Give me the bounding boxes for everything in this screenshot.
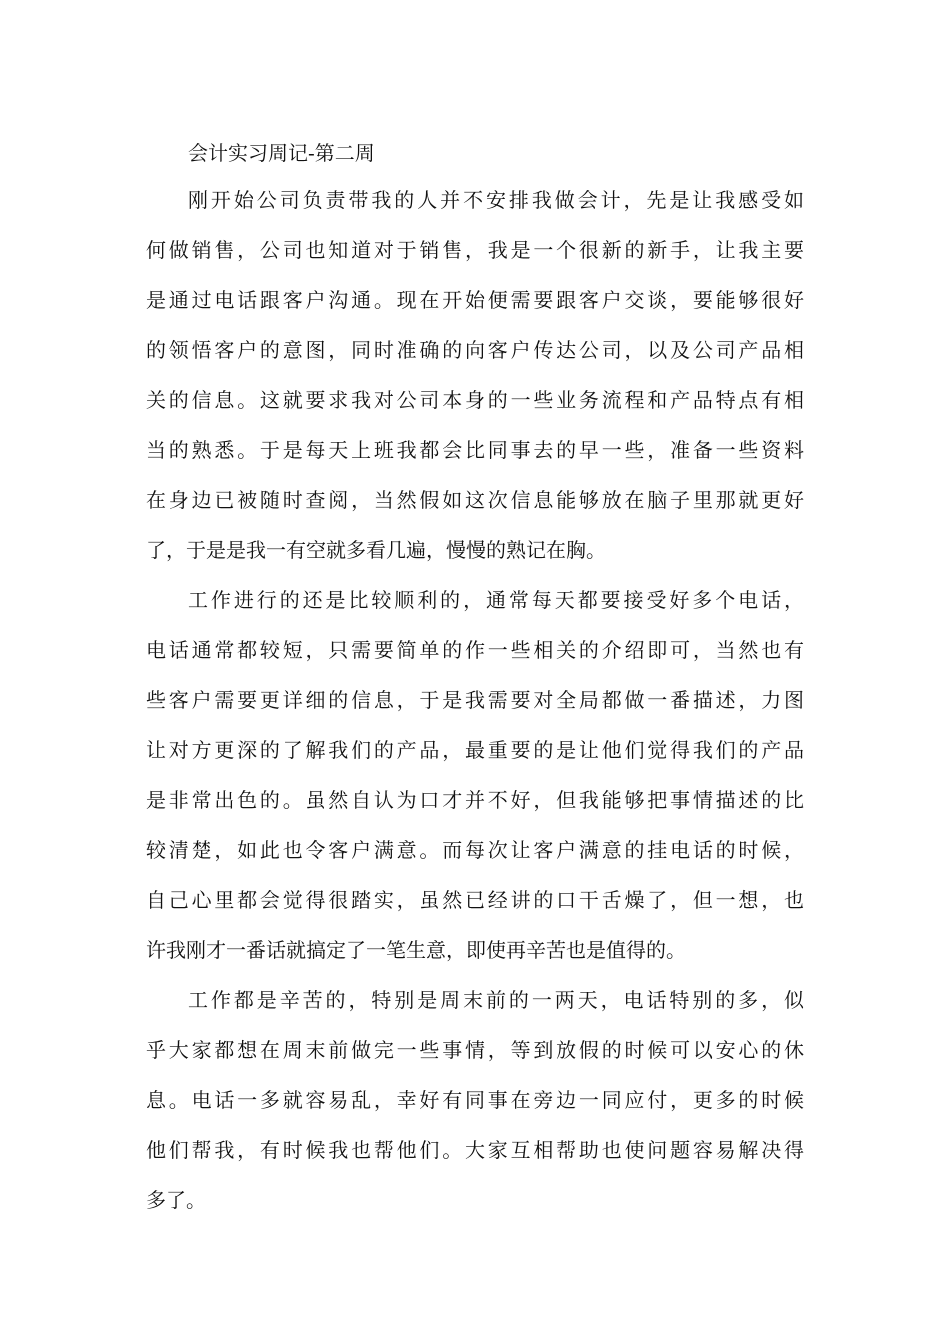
paragraph-line: 电话通常都较短，只需要简单的作一些相关的介绍即可，当然也有 bbox=[146, 638, 804, 662]
paragraph-line: 当的熟悉。于是每天上班我都会比同事去的早一些，准备一些资料 bbox=[146, 438, 804, 462]
paragraph-1 bbox=[146, 175, 804, 575]
paragraph-line: 他们帮我，有时候我也帮他们。大家互相帮助也使问题容易解决得 bbox=[146, 1138, 804, 1162]
paragraph-line: 是非常出色的。虽然自认为口才并不好，但我能够把事情描述的比 bbox=[146, 788, 804, 812]
paragraph-line: 在身边已被随时查阅，当然假如这次信息能够放在脑子里那就更好 bbox=[146, 488, 804, 512]
paragraph-line: 工作进行的还是比较顺利的，通常每天都要接受好多个电话， bbox=[188, 588, 804, 612]
paragraph-line: 关的信息。这就要求我对公司本身的一些业务流程和产品特点有相 bbox=[146, 388, 804, 412]
paragraph-3 bbox=[146, 975, 804, 1225]
paragraph-2 bbox=[146, 575, 804, 975]
document-title: 会计实习周记-第二周 bbox=[188, 141, 375, 165]
paragraph-line: 多了。 bbox=[146, 1188, 206, 1212]
paragraph-line: 息。电话一多就容易乱，幸好有同事在旁边一同应付，更多的时候 bbox=[146, 1088, 804, 1112]
paragraph-line: 自己心里都会觉得很踏实，虽然已经讲的口干舌燥了，但一想，也 bbox=[146, 888, 804, 912]
paragraph-line: 些客户需要更详细的信息，于是我需要对全局都做一番描述，力图 bbox=[146, 688, 804, 712]
paragraph-line: 让对方更深的了解我们的产品，最重要的是让他们觉得我们的产品 bbox=[146, 738, 804, 762]
paragraph-line: 较清楚，如此也令客户满意。而每次让客户满意的挂电话的时候， bbox=[146, 838, 804, 862]
paragraph-line: 的领悟客户的意图，同时准确的向客户传达公司，以及公司产品相 bbox=[146, 338, 804, 362]
paragraph-line: 乎大家都想在周末前做完一些事情，等到放假的时候可以安心的休 bbox=[146, 1038, 804, 1062]
paragraph-line: 刚开始公司负责带我的人并不安排我做会计，先是让我感受如 bbox=[188, 188, 804, 212]
paragraph-line: 了，于是是我一有空就多看几遍，慢慢的熟记在胸。 bbox=[146, 538, 606, 562]
paragraph-line: 何做销售，公司也知道对于销售，我是一个很新的新手，让我主要 bbox=[146, 238, 804, 262]
document-body bbox=[146, 131, 804, 1225]
paragraph-line: 许我刚才一番话就搞定了一笔生意，即使再辛苦也是值得的。 bbox=[146, 938, 686, 962]
paragraph-line: 是通过电话跟客户沟通。现在开始便需要跟客户交谈，要能够很好 bbox=[146, 288, 804, 312]
paragraph-line: 工作都是辛苦的，特别是周末前的一两天，电话特别的多，似 bbox=[188, 988, 804, 1012]
